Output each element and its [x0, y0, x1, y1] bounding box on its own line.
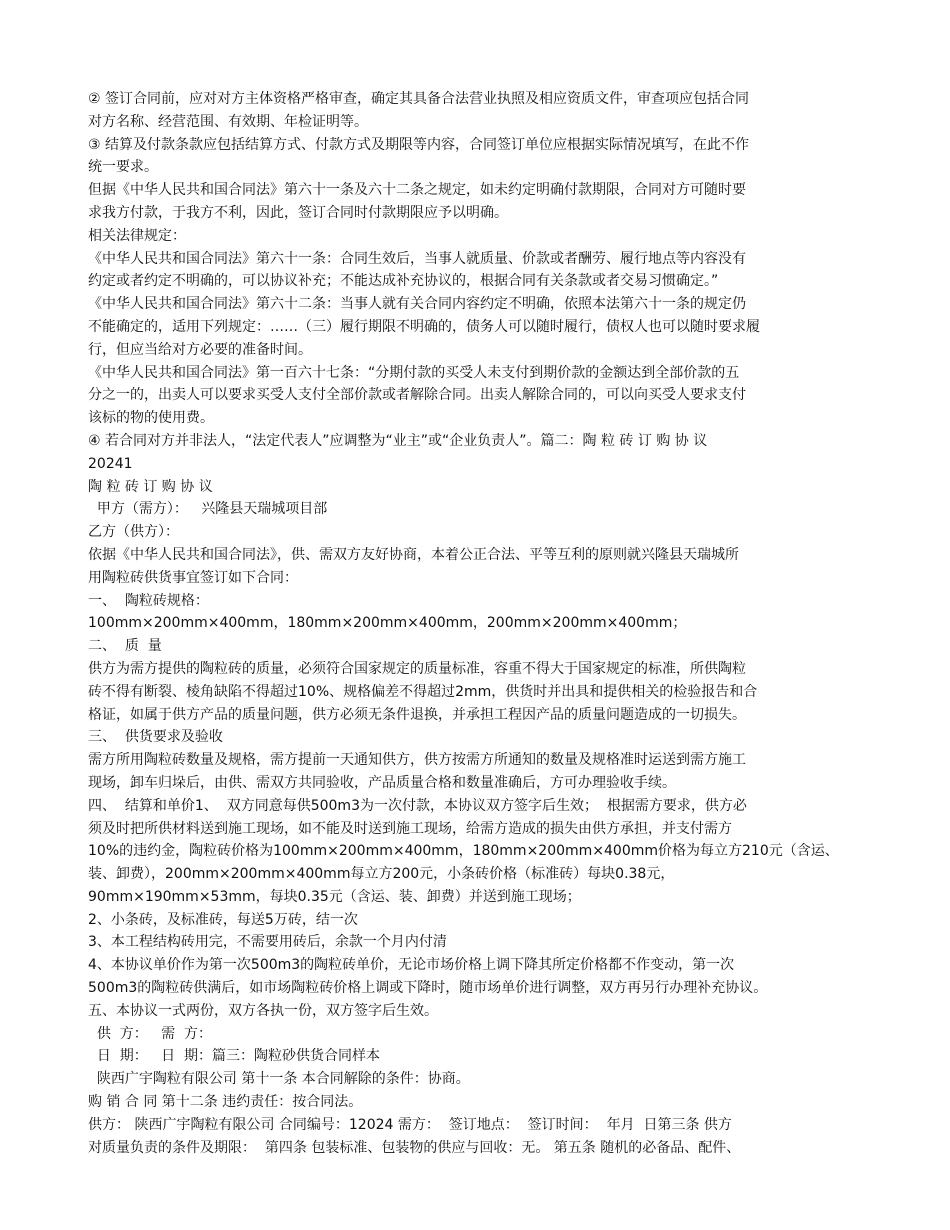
text-line: 购 销 合 同 第十二条 违约责任：按合同法。: [88, 1094, 363, 1111]
text-line: 20241: [88, 455, 133, 472]
text-line: 二、 质 量: [88, 638, 162, 655]
text-line: ④ 若合同对方并非法人，“法定代表人”应调整为“业主”或“企业负责人”。篇二：陶 粒 砖 订 购 协 议: [88, 432, 708, 449]
text-line: 砖不得有断裂、棱角缺陷不得超过10%、规格偏差不得超过2mm，供货时并出具和提供相关的检验报告和合: [88, 683, 758, 700]
text-line: 日 期： 日 期：篇三：陶粒砂供货合同样本: [88, 1048, 381, 1065]
text-line: 一、 陶粒砖规格：: [88, 592, 209, 609]
text-line: 《中华人民共和国合同法》第六十二条：当事人就有关合同内容约定不明确，依照本法第六十一条的规定仍: [88, 296, 746, 313]
text-line: 对方名称、经营范围、有效期、年检证明等。: [88, 113, 368, 130]
text-line: 供方为需方提供的陶粒砖的质量，必须符合国家规定的质量标准，容重不得大于国家规定的标准，所供陶粒: [88, 660, 746, 677]
text-line: ② 签订合同前，应对对方主体资格严格审查，确定其具备合法营业执照及相应资质文件，审查项应包括合同: [88, 91, 749, 107]
text-line: 《中华人民共和国合同法》第一百六十七条：“分期付款的买受人未支付到期价款的金额达到全部价款的五: [88, 364, 740, 381]
text-line: 100mm×200mm×400mm，180mm×200mm×400mm，200mm×200mm×400mm；: [88, 615, 687, 632]
text-line: 《中华人民共和国合同法》第六十一条：合同生效后，当事人就质量、价款或者酬劳、履行地点等内容没有: [88, 250, 746, 267]
text-line: 装、卸费），200mm×200mm×400mm每立方200元，小条砖价格（标准砖）每块0.38元，: [88, 866, 675, 883]
text-line: 五、本协议一式两份，双方各执一份，双方签字后生效。: [88, 1002, 438, 1019]
text-line: 乙方（供方）：: [88, 524, 179, 541]
text-line: 相关法律规定：: [88, 227, 186, 244]
text-line: 不能确定的，适用下列规定：……（三）履行期限不明确的，债务人可以随时履行，债权人也可以随时要求履: [88, 318, 760, 335]
text-line: 该标的物的使用费。: [88, 410, 214, 427]
text-line: 约定或者约定不明确的，可以协议补充；不能达成补充协议的，根据合同有关条款或者交易习惯确定。”: [88, 273, 719, 290]
text-line: 供 方： 需 方：: [88, 1025, 213, 1042]
text-line: 用陶粒砖供货事宜签订如下合同：: [88, 569, 298, 586]
text-line: 90mm×190mm×53mm，每块0.35元（含运、装、卸费）并送到施工现场；: [88, 888, 581, 905]
text-line: 供方： 陕西广宇陶粒有限公司 合同编号：12024 需方： 签订地点： 签订时间： 年月 日第三条 供方: [88, 1116, 732, 1133]
text-line: ③ 结算及付款条款应包括结算方式、付款方式及期限等内容，合同签订单位应根据实际情况填写，在此不作: [88, 136, 749, 153]
text-line: 统一要求。: [88, 159, 158, 176]
text-line: 2、小条砖，及标准砖，每送5万砖，结一次: [88, 911, 358, 928]
text-line: 须及时把所供材料送到施工现场，如不能及时送到施工现场，给需方造成的损失由供方承担，并支付需方: [88, 820, 732, 837]
text-line: 3、本工程结构砖用完，不需要用砖后，余款一个月内付清: [88, 934, 447, 951]
text-line: 但据《中华人民共和国合同法》第六十一条及六十二条之规定，如未约定明确付款期限，合同对方可随时要: [88, 182, 746, 199]
text-line: 依据《中华人民共和国合同法》，供、需双方友好协商，本着公正合法、平等互利的原则就兴隆县天瑞城所: [88, 546, 739, 563]
text-line: 500m3的陶粒砖供满后，如市场陶粒砖价格上调或下降时，随市场单价进行调整，双方再另行办理补充协议。: [88, 980, 768, 997]
text-line: 甲方（需方）： 兴隆县天瑞城项目部: [88, 501, 328, 518]
text-line: 10%的违约金，陶粒砖价格为100mm×200mm×400mm，180mm×200mm×400mm价格为每立方210元（含运、: [88, 843, 839, 860]
text-line: 四、 结算和单价1、 双方同意每供500m3为一次付款，本协议双方签字后生效； 根据需方要求，供方必: [88, 797, 747, 814]
text-line: 需方所用陶粒砖数量及规格，需方提前一天通知供方，供方按需方所通知的数量及规格准时运送到需方施工: [88, 752, 746, 769]
text-line: 对质量负责的条件及期限： 第四条 包装标准、包装物的供应与回收：无。 第五条 随机的必备品、配件、: [88, 1139, 741, 1156]
section-title: 陶 粒 砖 订 购 协 议: [88, 478, 213, 495]
text-line: 分之一的，出卖人可以要求买受人支付全部价款或者解除合同。出卖人解除合同的，可以向买受人要求支付: [88, 387, 746, 404]
document-body: [88, 88, 868, 1159]
text-line: 现场，卸车归垛后，由供、需双方共同验收，产品质量合格和数量准确后，方可办理验收手续。: [88, 774, 676, 791]
text-line: 格证，如属于供方产品的质量问题，供方必须无条件退换，并承担工程因产品的质量问题造成的一切损失。: [88, 706, 746, 723]
text-line: 求我方付款，于我方不利，因此，签订合同时付款期限应予以明确。: [88, 204, 508, 221]
text-line: 陕西广宇陶粒有限公司 第十一条 本合同解除的条件：协商。: [88, 1071, 470, 1088]
text-line: 三、 供货要求及验收: [88, 729, 223, 746]
text-line: 4、本协议单价作为第一次500m3的陶粒砖单价，无论市场价格上调下降其所定价格都不作变动，第一次: [88, 957, 735, 974]
text-line: 行，但应当给对方必要的准备时间。: [88, 341, 312, 358]
